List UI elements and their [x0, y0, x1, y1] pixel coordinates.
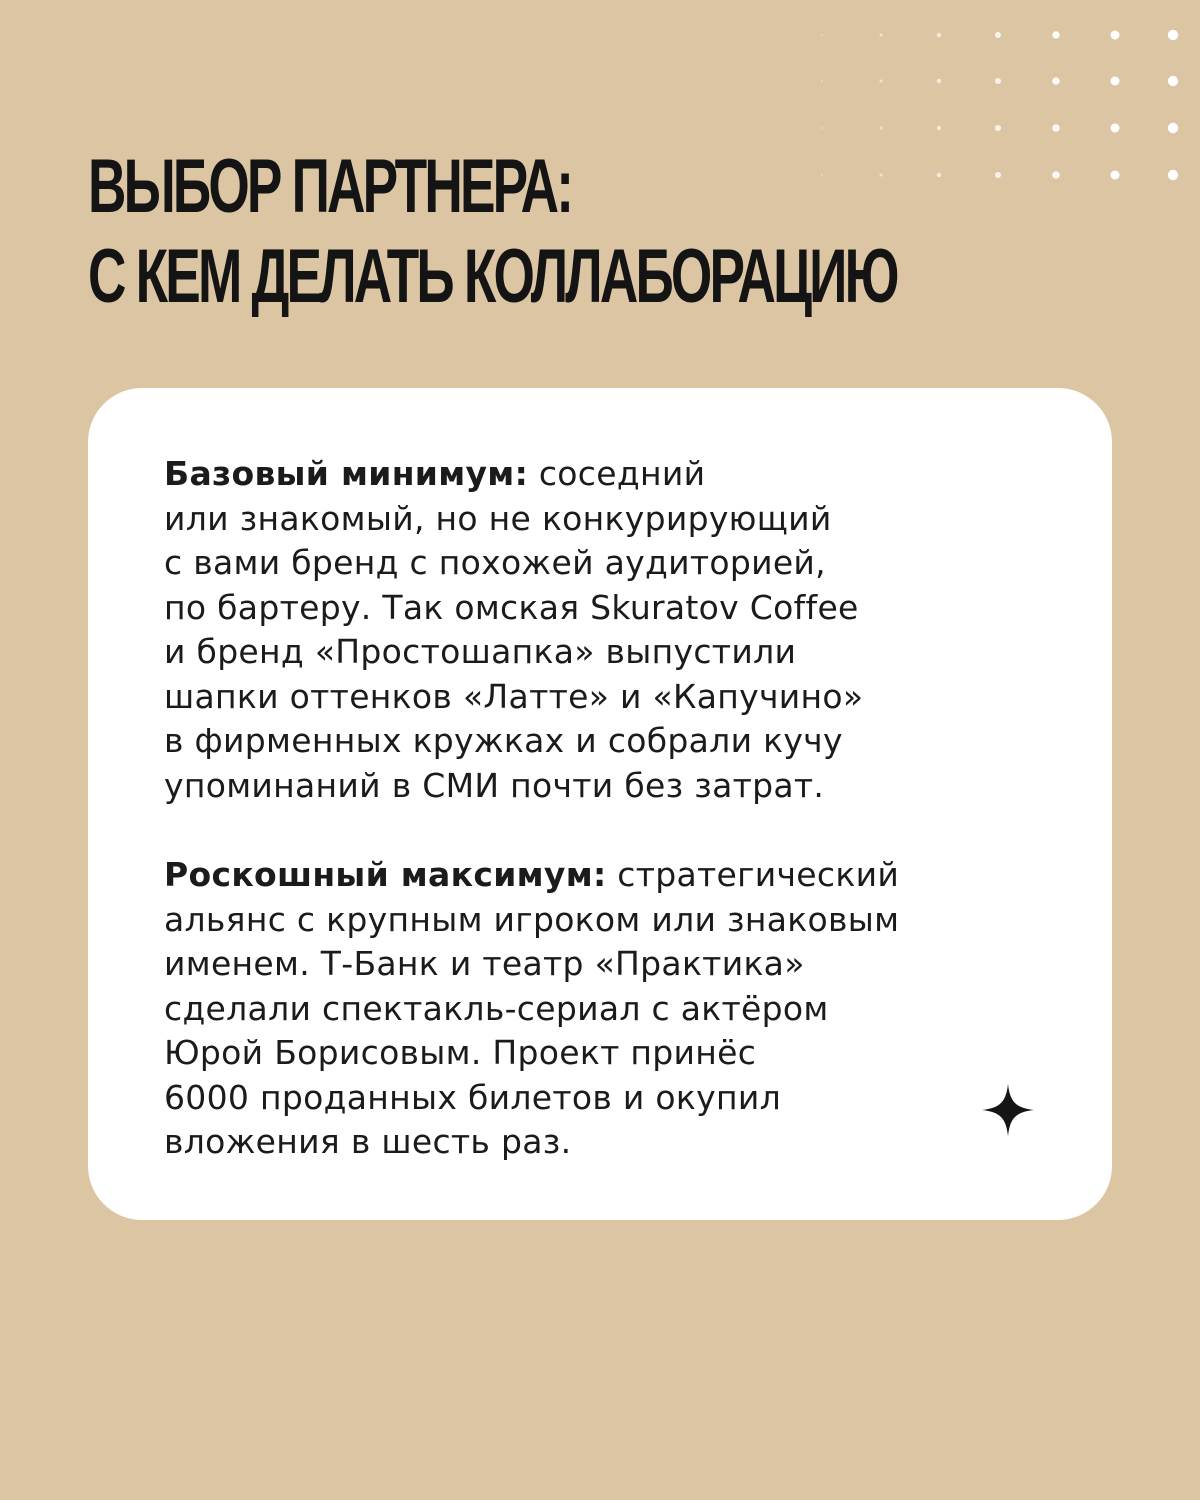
paragraph-label: Роскошный максимум:	[164, 855, 607, 894]
paragraph-text: стратегический	[606, 855, 900, 894]
paragraph-line: или знакомый, но не конкурирующий	[164, 498, 832, 538]
paragraph-line: по бартеру. Так омская Skuratov Coffee	[164, 587, 859, 627]
paragraph-line: вложения в шесть раз.	[164, 1122, 572, 1161]
decorative-dot	[821, 80, 823, 82]
paragraph-line: и бренд «Простошапка» выпустили	[164, 632, 797, 671]
paragraph-line: с вами бренд с похожей аудиторией,	[164, 543, 826, 582]
decorative-dot	[937, 79, 941, 83]
decorative-dot	[1168, 30, 1178, 40]
decorative-dot	[880, 127, 883, 130]
paragraph-basic-minimum	[164, 452, 1064, 808]
decorative-dot	[1052, 31, 1060, 39]
decorative-dot	[937, 33, 941, 37]
paragraph-first-line	[164, 452, 1064, 497]
decorative-dot	[821, 174, 823, 176]
page-title	[88, 142, 897, 322]
paragraph-line: 6000 проданных билетов и окупил	[164, 1077, 781, 1117]
decorative-dot	[995, 125, 1001, 131]
paragraph-line: сделали спектакль-сериал с актёром	[164, 988, 829, 1028]
decorative-dot	[821, 34, 823, 36]
decorative-dot	[1111, 124, 1120, 133]
decorative-dot	[1168, 76, 1178, 86]
decorative-dot	[1111, 77, 1120, 86]
decorative-dot	[1111, 31, 1120, 40]
sparkle-icon	[980, 1082, 1036, 1138]
decorative-dot	[880, 34, 883, 37]
decorative-dot	[995, 172, 1001, 178]
paragraph-luxury-maximum	[164, 853, 1064, 1165]
paragraph-line: Юрой Борисовым. Проект принёс	[164, 1033, 757, 1072]
paragraph-line: именем. Т-Банк и театр «Практика»	[164, 944, 805, 983]
paragraph-line: шапки оттенков «Латте» и «Капучино»	[164, 676, 864, 716]
content-card	[88, 388, 1112, 1220]
decorative-dot	[880, 174, 883, 177]
paragraph-line: в фирменных кружках и собрали кучу	[164, 721, 843, 760]
decorative-dot	[1052, 77, 1060, 85]
decorative-dot	[1052, 171, 1060, 179]
paragraph-text: соседний	[528, 454, 706, 493]
decorative-dot	[1168, 123, 1178, 133]
decorative-dot	[1052, 124, 1060, 132]
decorative-dot	[995, 78, 1001, 84]
paragraph-first-line	[164, 853, 1064, 898]
decorative-dot	[937, 126, 941, 130]
decorative-dot	[880, 80, 883, 83]
decorative-dot	[821, 127, 823, 129]
decorative-dot	[1111, 171, 1120, 180]
decorative-dot	[995, 32, 1001, 38]
card-text	[164, 452, 1064, 1165]
paragraph-line: альянс с крупным игроком или знаковым	[164, 899, 900, 939]
title-line-2: С КЕМ ДЕЛАТЬ КОЛЛАБОРАЦИЮ	[88, 234, 897, 319]
title-line-1: ВЫБОР ПАРТНЕРА:	[88, 144, 572, 229]
paragraph-label: Базовый минимум:	[164, 454, 529, 493]
paragraph-line: упоминаний в СМИ почти без затрат.	[164, 765, 825, 805]
decorative-dot	[1168, 170, 1178, 180]
decorative-dot	[937, 173, 941, 177]
